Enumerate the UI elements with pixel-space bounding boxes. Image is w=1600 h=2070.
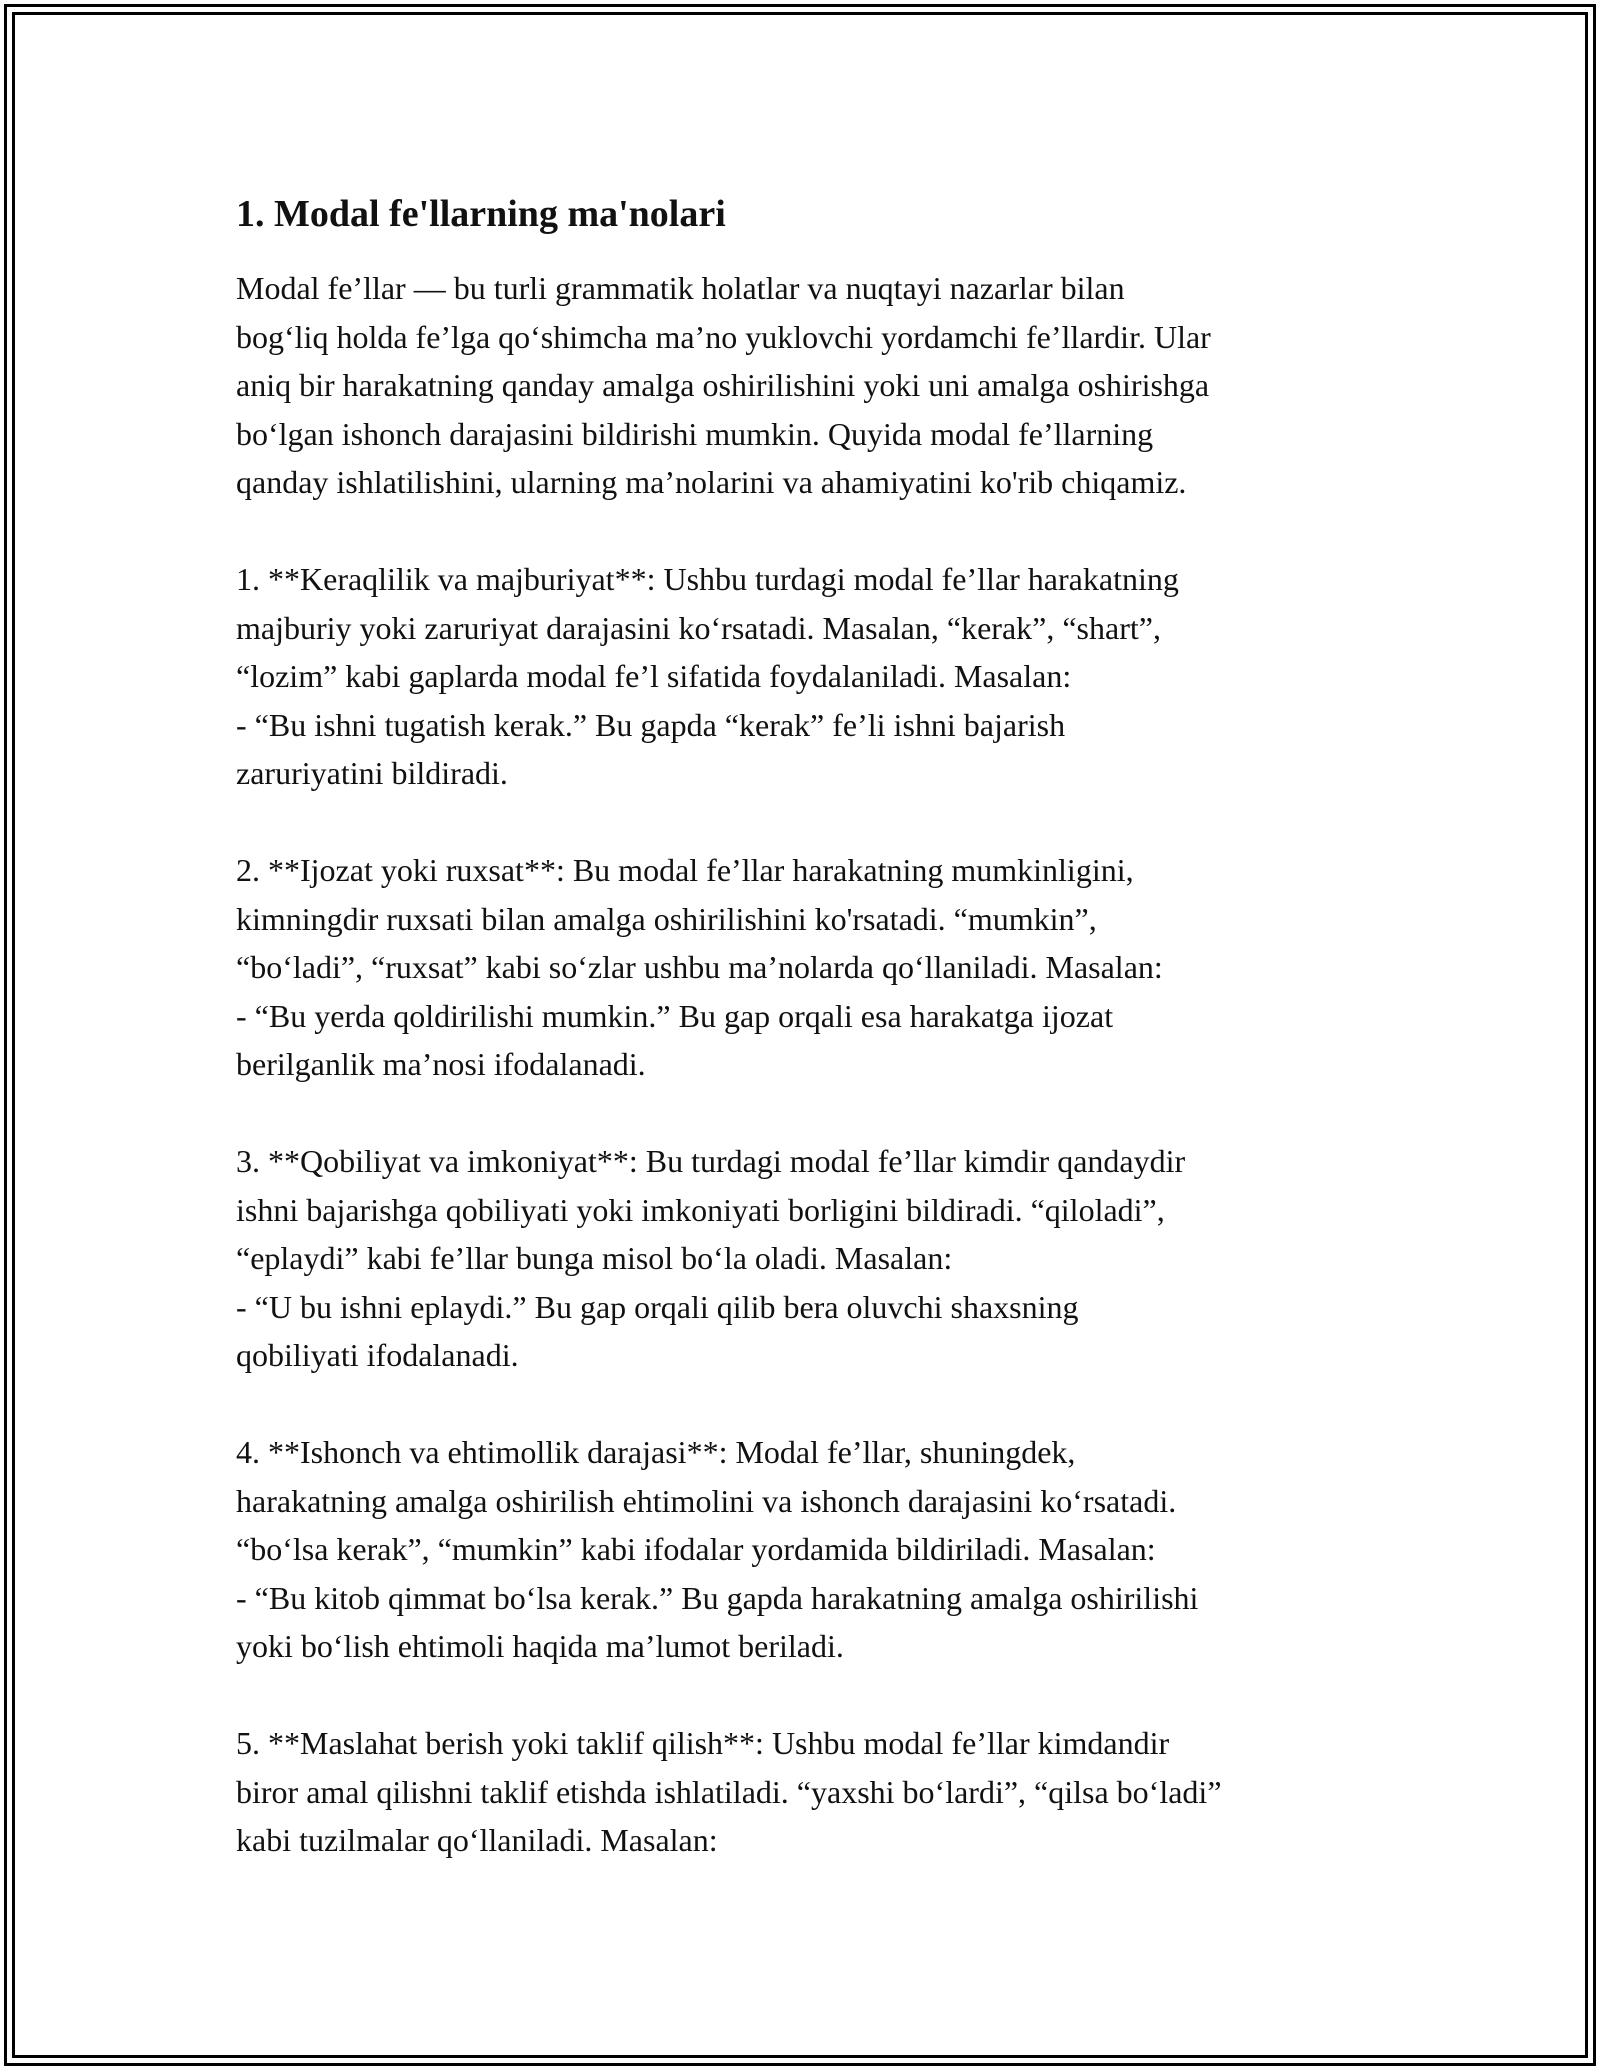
section-certainty-probability: 4. **Ishonch va ehtimollik darajasi**: Modal fe’llar, shuningdek, harakatning amalga oshirilish ehtimolini va ishonch darajasini ko‘rsatadi. “bo‘lsa kerak”, “mumkin” kabi ifodalar yordamida bildiriladi. Masalan: - “Bu kitob qimmat bo‘lsa kerak.” Bu gapda harakatning amalga oshirilishi yoki bo‘lish ehtimoli haqida ma’lumot beriladi. xyxy=(236,1434,1199,1664)
document-body xyxy=(236,186,1386,1913)
section-ability-possibility: 3. **Qobiliyat va imkoniyat**: Bu turdagi modal fe’llar kimdir qandaydir ishni bajarishga qobiliyati yoki imkoniyati borligini bildiradi. “qiloladi”, “eplaydi” kabi fe’llar bunga misol bo‘la oladi. Masalan: - “U bu ishni eplaydi.” Bu gap orqali qilib bera oluvchi shaxsning qobiliyati ifodalanadi. xyxy=(236,1143,1186,1373)
section-necessity-obligation: 1. **Keraqlilik va majburiyat**: Ushbu turdagi modal fe’llar harakatning majburiy yoki zaruriyat darajasini ko‘rsatadi. Masalan, “kerak”, “shart”, “lozim” kabi gaplarda modal fe’l sifatida foydalaniladi. Masalan: - “Bu ishni tugatish kerak.” Bu gapda “kerak” fe’li ishni bajarish zaruriyatini bildiradi. xyxy=(236,561,1179,791)
section-permission: 2. **Ijozat yoki ruxsat**: Bu modal fe’llar harakatning mumkinligini, kimningdir ruxsati bilan amalga oshirilishini ko'rsatadi. “mumkin”, “bo‘ladi”, “ruxsat” kabi so‘zlar ushbu ma’nolarda qo‘llaniladi. Masalan: - “Bu yerda qoldirilishi mumkin.” Bu gap orqali esa harakatga ijozat berilganlik ma’nosi ifodalanadi. xyxy=(236,852,1163,1082)
section-advice-suggestion: 5. **Maslahat berish yoki taklif qilish**: Ushbu modal fe’llar kimdandir biror amal qilishni taklif etishda ishlatiladi. “yaxshi bo‘lardi”, “qilsa bo‘ladi” kabi tuzilmalar qo‘llaniladi. Masalan: xyxy=(236,1725,1222,1858)
document-heading: 1. Modal fe'llarning ma'nolari xyxy=(236,193,726,235)
intro-paragraph: Modal fe’llar — bu turli grammatik holatlar va nuqtayi nazarlar bilan bog‘liq holda fe’lga qo‘shimcha ma’no yuklovchi yordamchi fe’llardir. Ular aniq bir harakatning qanday amalga oshirilishini yoki uni amalga oshirishga bo‘lgan ishonch darajasini bildirishi mumkin. Quyida modal fe’llarning qanday ishlatilishini, ularning ma’nolarini va ahamiyatini ko'rib chiqamiz. xyxy=(236,270,1211,500)
